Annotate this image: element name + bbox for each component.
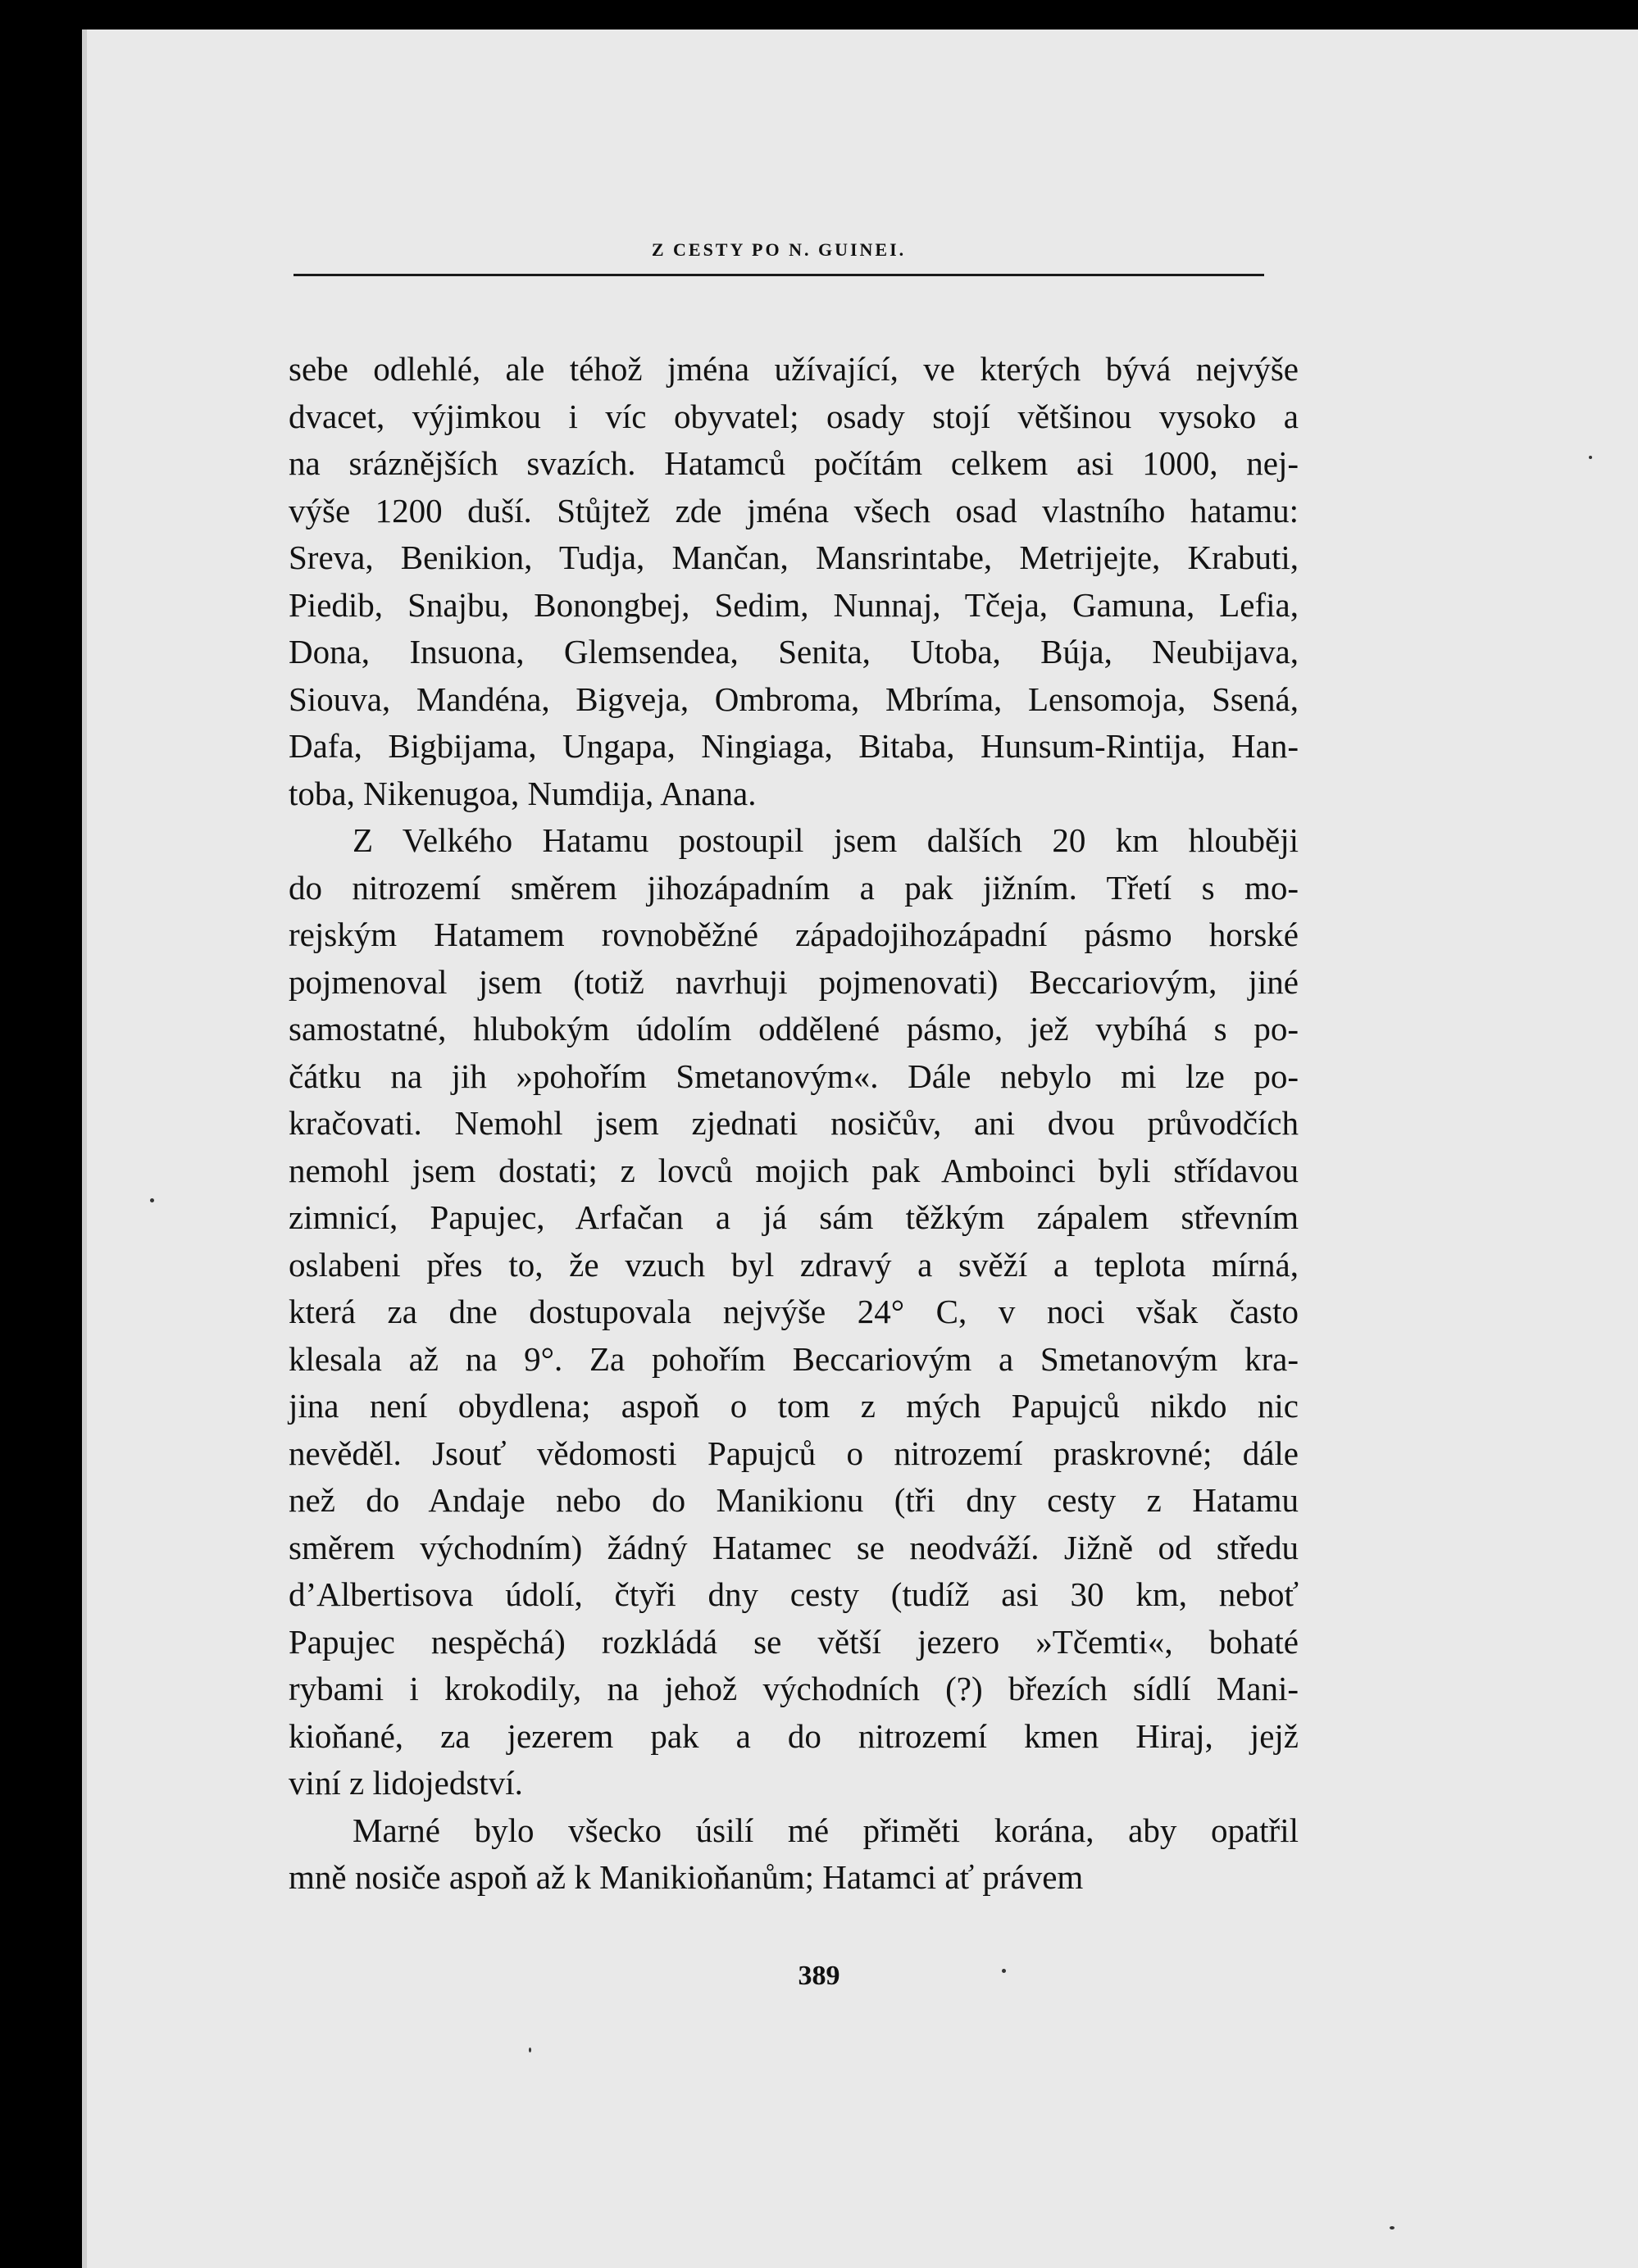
print-speck [150,1198,154,1202]
text-line: mně nosiče aspoň až k Manikioňanům; Hatamci ať právem [289,1858,1084,1896]
text-line: která za dne dostupovala nejvýše 24° C, v noci však často [289,1293,1299,1330]
text-line: rejským Hatamem rovnoběžné západojihozápadní pásmo horské [289,916,1299,953]
text-line: dvacet, výjimkou i víc obyvatel; osady stojí většinou vysoko a [289,397,1299,435]
text-line: zimnicí, Papujec, Arfačan a já sám těžkým zápalem střevním [289,1198,1299,1236]
text-line: výše 1200 duší. Stůjtež zde jména všech osad vlastního hatamu: [289,491,1299,530]
text-line: oslabeni přes to, že vzuch byl zdravý a svěží a teplota mírná, [289,1245,1299,1284]
print-speck [1589,456,1592,459]
text-line: Siouva, Mandéna, Bigveja, Ombroma, Mbríma, Lensomoja, Ssená, [289,679,1299,718]
running-head [293,215,1264,276]
text-line: na sráznějších svazích. Hatamců počítám celkem asi 1000, nej- [289,444,1299,482]
print-speck [529,2048,531,2052]
text-line: čátku na jih »pohořím Smetanovým«. Dále nebylo mi lze po- [289,1057,1299,1095]
text-line: Piedib, Snajbu, Bonongbej, Sedim, Nunnaj, Tčeja, Gamuna, Lefia, [289,585,1299,624]
running-head-title: Z CESTY PO N. GUINEI. [651,239,907,260]
text-line: rybami i krokodily, na jehož východních (?) březích sídlí Mani- [289,1670,1299,1707]
paragraph [289,1807,1299,1902]
text-line: samostatné, hlubokým údolím oddělené pásmo, jež vybíhá s po- [289,1010,1299,1048]
text-line: Dafa, Bigbijama, Ungapa, Ningiaga, Bitaba, Hunsum-Rintija, Han- [289,727,1299,765]
text-line: Marné bylo všecko úsilí mé přiměti korána, aby opatřil [353,1811,1299,1849]
text-line: Sreva, Benikion, Tudja, Mančan, Mansrintabe, Metrijejte, Krabuti, [289,539,1299,576]
text-line: toba, Nikenugoa, Numdija, Anana. [289,774,757,812]
text-line: Dona, Insuona, Glemsendea, Senita, Utoba, Búja, Neubijava, [289,633,1299,670]
print-speck [1390,2226,1395,2229]
text-line: nevěděl. Jsouť vědomosti Papujců o nitrozemí praskrovné; dále [289,1434,1299,1472]
text-line: Papujec nespěchá) rozkládá se větší jezero »Tčemti«, bohaté [289,1622,1299,1661]
paragraph [289,817,1299,1807]
text-line: d’Albertisova údolí, čtyři dny cesty (tudíž asi 30 km, neboť [289,1575,1299,1613]
text-line: než do Andaje nebo do Manikionu (tři dny cesty z Hatamu [289,1481,1299,1519]
text-line: kioňané, za jezerem pak a do nitrozemí kmen Hiraj, jejž [289,1716,1299,1755]
text-line: pojmenoval jsem (totiž navrhuji pojmenovati) Beccariovým, jiné [289,962,1299,1001]
paragraph [289,346,1299,817]
text-line: klesala až na 9°. Za pohořím Beccariovým a Smetanovým kra- [289,1339,1299,1378]
text-line: do nitrozemí směrem jihozápadním a pak jižním. Třetí s mo- [289,868,1299,907]
text-line: směrem východním) žádný Hatamec se neodváží. Jižně od středu [289,1528,1299,1566]
text-line: Z Velkého Hatamu postoupil jsem dalších 20 km hlouběji [353,821,1299,859]
page-number: 389 [798,1961,840,1991]
text-line: viní z lidojedství. [289,1764,523,1802]
body-text [289,346,1299,1902]
text-line: kračovati. Nemohl jsem zjednati nosičův, ani dvou průvodčích [289,1104,1299,1142]
text-line: sebe odlehlé, ale téhož jména užívající, ve kterých bývá nejvýše [289,350,1299,388]
text-line: jina není obydlena; aspoň o tom z mých Papujců nikdo nic [289,1387,1299,1425]
text-line: nemohl jsem dostati; z lovců mojich pak Amboinci byli střídavou [289,1151,1299,1189]
print-speck [1002,1969,1006,1973]
